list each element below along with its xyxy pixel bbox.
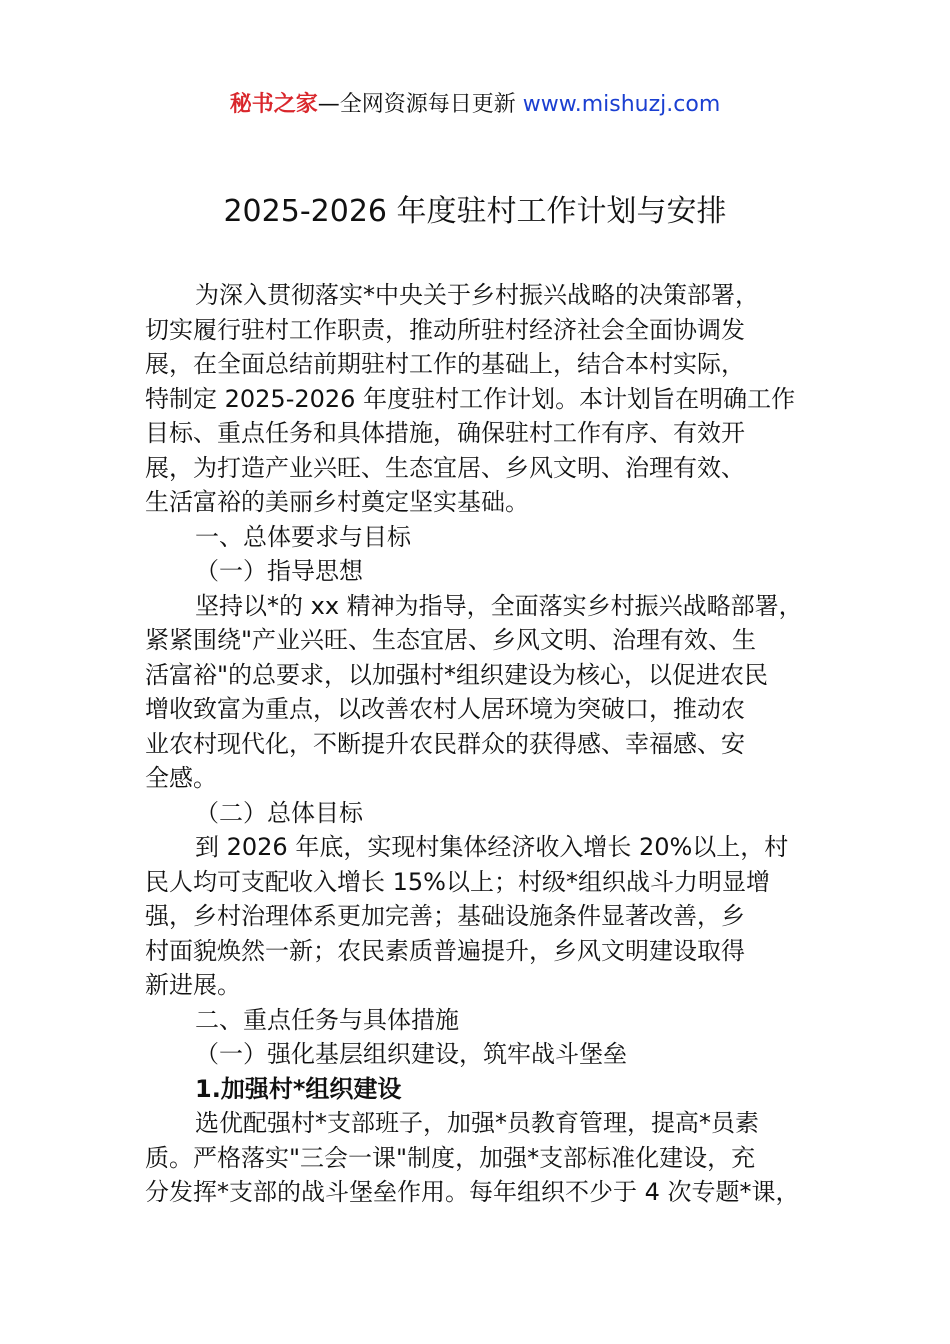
paragraph-line: 生活富裕的美丽乡村奠定坚实基础。	[145, 488, 529, 516]
paragraph-line: 业农村现代化，不断提升农民群众的获得感、幸福感、安	[145, 729, 745, 758]
paragraph-line: 强，乡村治理体系更加完善；基础设施条件显著改善，乡	[145, 902, 745, 930]
paragraph-line: 切实履行驻村工作职责，推动所驻村经济社会全面协调发	[145, 315, 745, 344]
paragraph-line: 村面貌焕然一新；农民素质普遍提升，乡风文明建设取得	[145, 936, 745, 965]
paragraph-line: 特制定 2025-2026 年度驻村工作计划。本计划旨在明确工作	[145, 384, 796, 413]
paragraph-line: 分发挥*支部的战斗堡垒作用。每年组织不少于 4 次专题*课，	[145, 1178, 800, 1206]
paragraph-line: 增收致富为重点，以改善农村人居环境为突破口，推动农	[145, 695, 745, 723]
paragraph-line: 一、总体要求与目标	[195, 522, 411, 551]
paragraph-line: （二）总体目标	[195, 798, 363, 827]
paragraph-line: 民人均可支配收入增长 15%以上；村级*组织战斗力明显增	[145, 867, 770, 896]
document-title: 2025-2026 年度驻村工作计划与安排	[223, 194, 727, 229]
site-brand: 秘书之家	[229, 92, 318, 117]
paragraph-line: 紧紧围绕"产业兴旺、生态宜居、乡风文明、治理有效、生	[145, 626, 757, 654]
paragraph-line: 质。严格落实"三会一课"制度，加强*支部标准化建设，充	[145, 1143, 756, 1172]
paragraph-line: 坚持以*的 xx 精神为指导，全面落实乡村振兴战略部署，	[195, 591, 803, 620]
paragraph-line: （一）强化基层组织建设，筑牢战斗堡垒	[195, 1040, 627, 1068]
section-subheading-line: 1.加强村*组织建设	[195, 1074, 402, 1103]
paragraph-line: 展，在全面总结前期驻村工作的基础上，结合本村实际，	[145, 350, 745, 378]
site-slogan: —全网资源每日更新	[317, 92, 516, 117]
paragraph-line: 为深入贯彻落实*中央关于乡村振兴战略的决策部署，	[195, 281, 759, 309]
site-url-link[interactable]: www.mishuzj.com	[522, 92, 721, 117]
paragraph-line: 到 2026 年底，实现村集体经济收入增长 20%以上，村	[195, 833, 789, 861]
site-header	[0, 88, 950, 122]
paragraph-line: 展，为打造产业兴旺、生态宜居、乡风文明、治理有效、	[145, 453, 745, 482]
paragraph-line: 目标、重点任务和具体措施，确保驻村工作有序、有效开	[145, 419, 745, 447]
paragraph-line: 二、重点任务与具体措施	[195, 1005, 459, 1034]
paragraph-line: 新进展。	[145, 971, 241, 999]
document-body	[145, 278, 835, 1210]
paragraph-line: 全感。	[145, 764, 217, 792]
paragraph-line: 活富裕"的总要求，以加强村*组织建设为核心，以促进农民	[145, 660, 769, 689]
paragraph-line: 选优配强村*支部班子，加强*员教育管理，提高*员素	[195, 1109, 759, 1137]
paragraph-line: （一）指导思想	[195, 557, 363, 585]
